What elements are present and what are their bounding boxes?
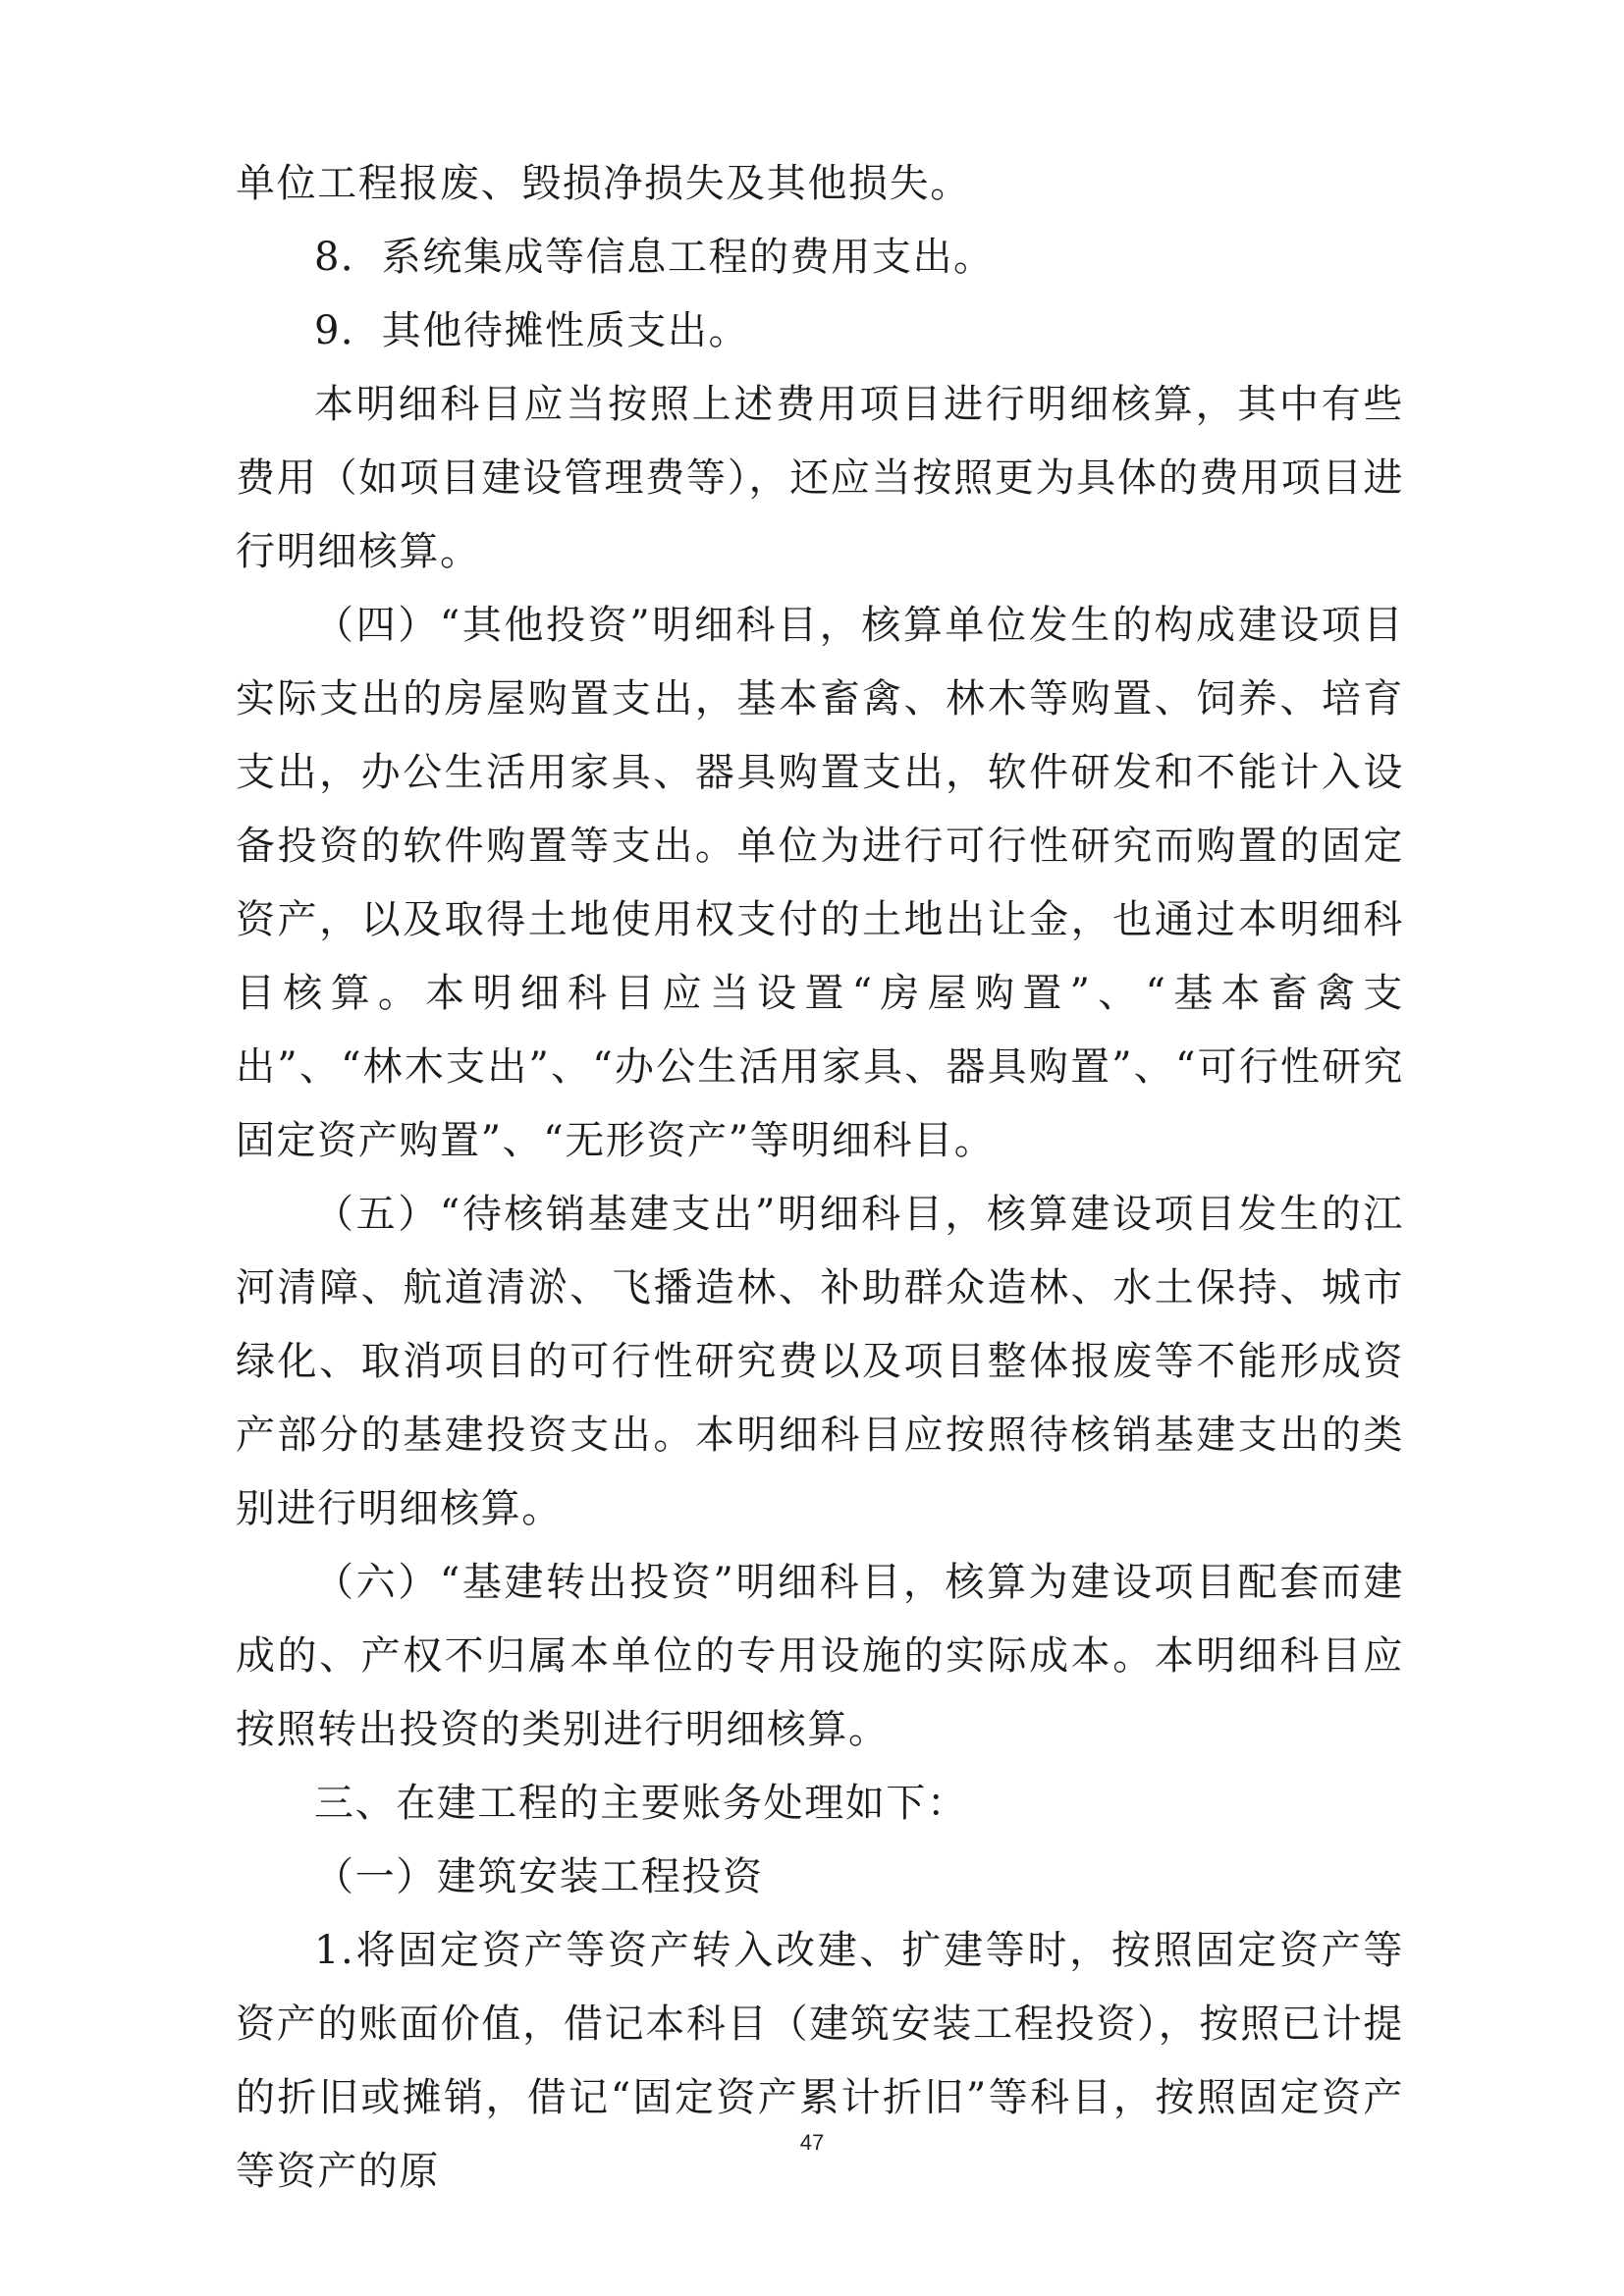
body-text <box>236 147 1404 2209</box>
paragraph-pending-writeoff: （五）“待核销基建支出”明细科目，核算建设项目发生的江河清障、航道清淤、飞播造林、补助群众造林、水土保持、城市绿化、取消项目的可行性研究费以及项目整体报废等不能形成资产部分的基建投资支出。本明细科目应按照待核销基建支出的类别进行明细核算。 <box>236 1192 1404 1531</box>
paragraph-transfer-out: （六）“基建转出投资”明细科目，核算为建设项目配套而建成的、产权不归属本单位的专用设施的实际成本。本明细科目应按照转出投资的类别进行明细核算。 <box>236 1560 1404 1752</box>
section-heading-three: 三、在建工程的主要账务处理如下： <box>314 1781 968 1826</box>
paragraph-item-8: 8．系统集成等信息工程的费用支出。 <box>314 235 995 280</box>
paragraph-detail-accounting: 本明细科目应当按照上述费用项目进行明细核算，其中有些费用（如项目建设管理费等），还应当按照更为具体的费用项目进行明细核算。 <box>236 382 1404 574</box>
paragraph-item-1: 1.将固定资产等资产转入改建、扩建等时，按照固定资产等资产的账面价值，借记本科目（建筑安装工程投资），按照已计提的折旧或摊销，借记“固定资产累计折旧”等科目，按照固定资产等资产的原 <box>236 1928 1404 2194</box>
paragraph-other-investment: （四）“其他投资”明细科目，核算单位发生的构成建设项目实际支出的房屋购置支出，基本畜禽、林木等购置、饲养、培育支出，办公生活用家具、器具购置支出，软件研发和不能计入设备投资的软件购置等支出。单位为进行可行性研究而购置的固定资产，以及取得土地使用权支付的土地出让金，也通过本明细科目核算。本明细科目应当设置“房屋购置”、“基本畜禽支出”、“林木支出”、“办公生活用家具、器具购置”、“可行性研究固定资产购置”、“无形资产”等明细科目。 <box>236 603 1404 1163</box>
paragraph-item-9: 9．其他待摊性质支出。 <box>314 308 750 353</box>
page-number: 47 <box>799 2130 825 2155</box>
paragraph-continued-losses: 单位工程报废、毁损净损失及其他损失。 <box>236 161 971 206</box>
subsection-heading-one: （一）建筑安装工程投资 <box>314 1854 764 1899</box>
